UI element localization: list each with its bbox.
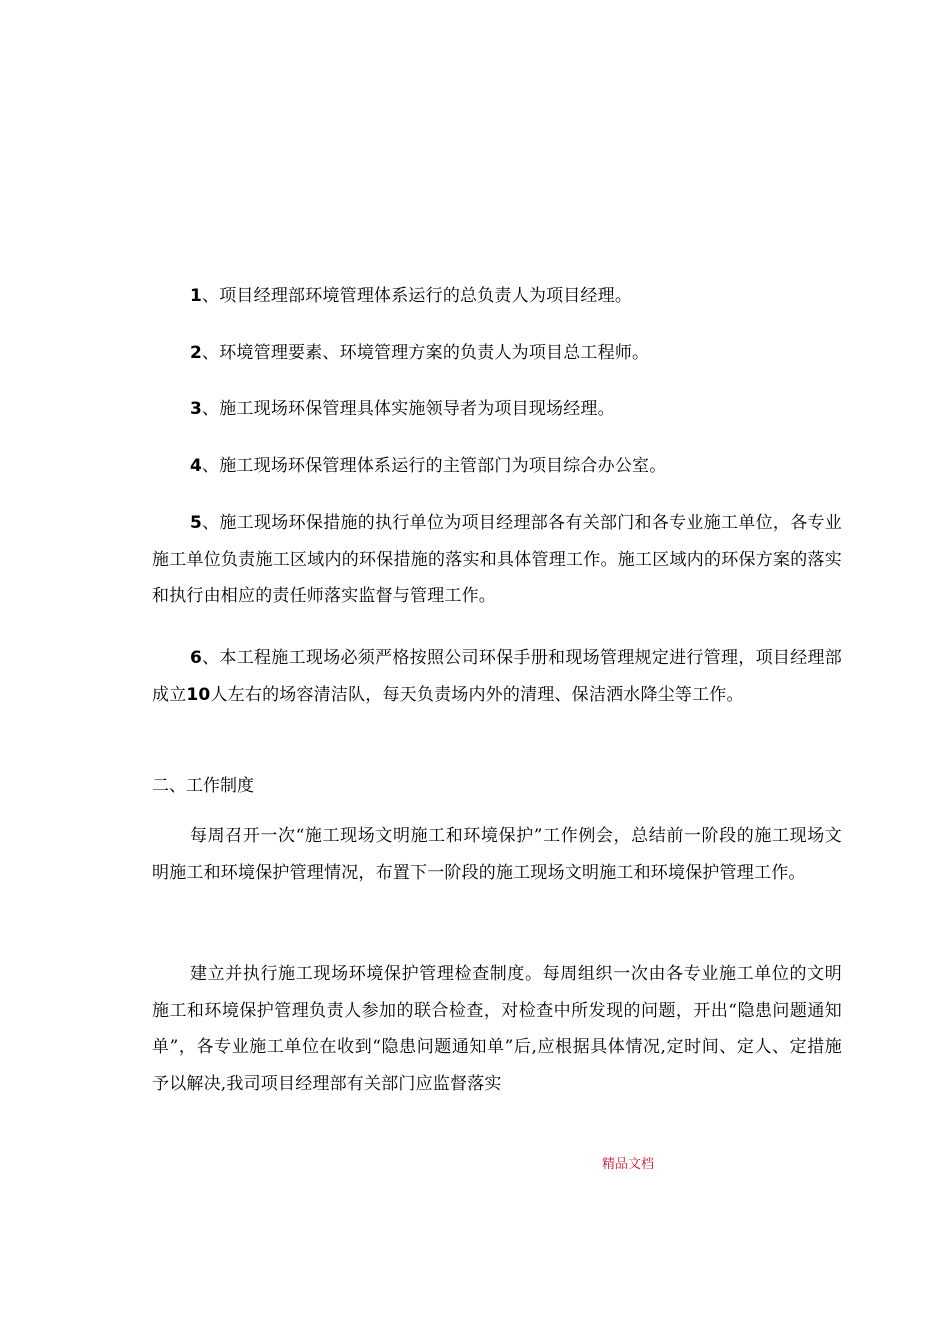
footer-watermark: 精品文档 [602, 1157, 655, 1172]
list-item-6 [152, 640, 842, 713]
item-number: 4 [190, 456, 203, 476]
list-item-5 [152, 505, 842, 615]
item-text: 、本工程施工现场必须严格按照公司环保手册和现场管理规定进行管理，项目经理部成立 [152, 648, 842, 705]
list-item-4 [152, 448, 842, 485]
paragraph-inspection: 建立并执行施工现场环境保护管理检查制度。每周组织一次由各专业施工单位的文明施工和环境保护管理负责人参加的联合检查，对检查中所发现的问题，开出“隐患问题通知单”，各专业施工单位在收到“隐患问题通知单”后,应根据具体情况,定时间、定人、定措施予以解决,我司项目经理部有关部门应监督落实 [152, 964, 842, 1094]
item-number: 2 [190, 343, 203, 363]
item-text-continued: 人左右的场容清洁队，每天负责场内外的清理、保洁洒水降尘等工作。 [210, 684, 744, 705]
section-heading: 二、工作制度 [152, 776, 254, 796]
item-text: 、施工现场环保管理体系运行的主管部门为项目综合办公室。 [202, 456, 667, 476]
paragraph-weekly-meeting: 每周召开一次“施工现场文明施工和环境保护”工作例会，总结前一阶段的施工现场文明施工和环境保护管理情况，布置下一阶段的施工现场文明施工和环境保护管理工作。 [152, 826, 842, 883]
item-number: 1 [190, 286, 203, 306]
item-number: 5 [190, 513, 203, 533]
item-inline-number: 10 [186, 684, 211, 705]
item-text: 、施工现场环保管理具体实施领导者为项目现场经理。 [202, 399, 615, 419]
list-item-1 [152, 278, 842, 315]
list-item-2 [152, 335, 842, 372]
item-text: 、项目经理部环境管理体系运行的总负责人为项目经理。 [202, 286, 633, 306]
item-number: 3 [190, 399, 203, 419]
list-item-3 [152, 391, 842, 428]
item-number: 6 [190, 648, 203, 668]
item-text: 、施工现场环保措施的执行单位为项目经理部各有关部门和各专业施工单位，各专业施工单位负责施工区域内的环保措施的落实和具体管理工作。施工区域内的环保方案的落实和执行由相应的责任师落实监督与管理工作。 [152, 513, 842, 606]
item-text: 、环境管理要素、环境管理方案的负责人为项目总工程师。 [202, 343, 650, 363]
